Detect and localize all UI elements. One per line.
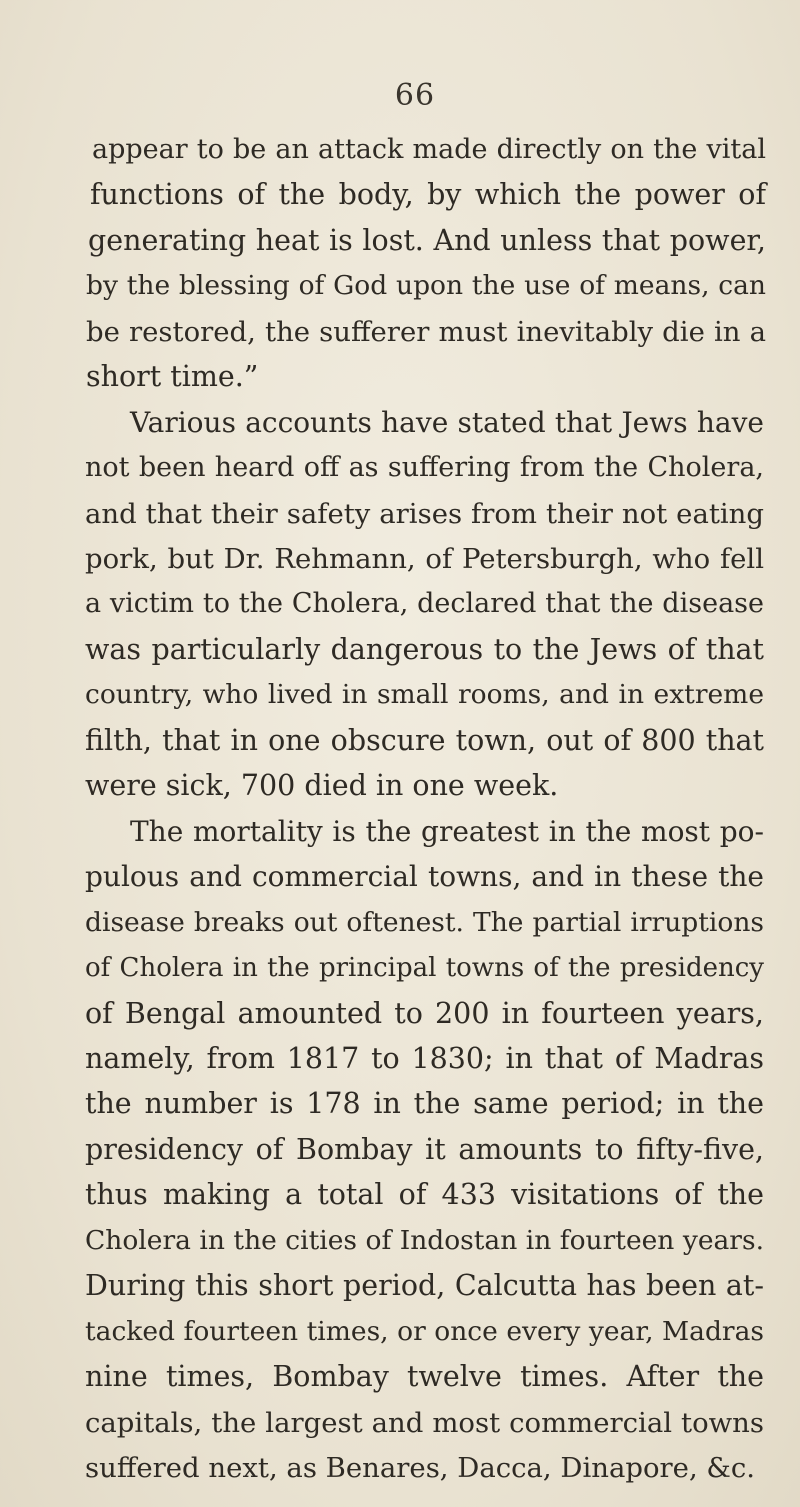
text-line: by the blessing of God upon the use of means, can <box>86 270 766 301</box>
text-line: country, who lived in small rooms, and in extreme <box>85 679 764 710</box>
text-line: was particularly dangerous to the Jews of that <box>85 633 764 666</box>
text-line: appear to be an attack made directly on the vital <box>92 134 766 165</box>
text-line: functions of the body, by which the power of <box>90 178 766 211</box>
text-line: pulous and commercial towns, and in these the <box>85 860 764 893</box>
text-line: thus making a total of 433 visitations of the <box>85 1178 764 1211</box>
text-line: and that their safety arises from their not eating <box>85 498 764 530</box>
text-line: of Bengal amounted to 200 in fourteen years, <box>85 997 764 1030</box>
text-line: nine times, Bombay twelve times. After the <box>85 1360 764 1393</box>
text-line: pork, but Dr. Rehmann, of Petersburgh, who fell <box>85 543 764 575</box>
text-line: suffered next, as Benares, Dacca, Dinapore, &c. <box>85 1452 756 1484</box>
text-line: were sick, 700 died in one week. <box>85 769 559 802</box>
text-line: Cholera in the cities of Indostan in fourteen years. <box>85 1225 764 1256</box>
text-line: During this short period, Calcutta has been at- <box>85 1269 764 1302</box>
text-line: namely, from 1817 to 1830; in that of Madras <box>85 1042 764 1075</box>
text-line: a victim to the Cholera, declared that the disease <box>85 588 764 619</box>
text-line: be restored, the sufferer must inevitably die in a <box>86 316 766 348</box>
text-line: not been heard off as suffering from the Cholera, <box>85 452 764 483</box>
text-line: capitals, the largest and most commercial towns <box>85 1407 764 1439</box>
page-number: 66 <box>394 78 436 113</box>
text-line: tacked fourteen times, or once every year, Madras <box>85 1316 764 1347</box>
text-line: disease breaks out oftenest. The partial irruptions <box>85 907 764 938</box>
text-line: short time.” <box>86 360 259 393</box>
text-line: the number is 178 in the same period; in the <box>85 1087 764 1120</box>
text-line: generating heat is lost. And unless that power, <box>88 224 766 257</box>
text-line: filth, that in one obscure town, out of 800 that <box>85 724 764 757</box>
text-line: presidency of Bombay it amounts to fifty-five, <box>85 1133 764 1166</box>
text-line: of Cholera in the principal towns of the presidency <box>85 953 764 983</box>
text-line: Various accounts have stated that Jews have <box>130 406 764 439</box>
text-line: The mortality is the greatest in the most po- <box>130 815 764 848</box>
